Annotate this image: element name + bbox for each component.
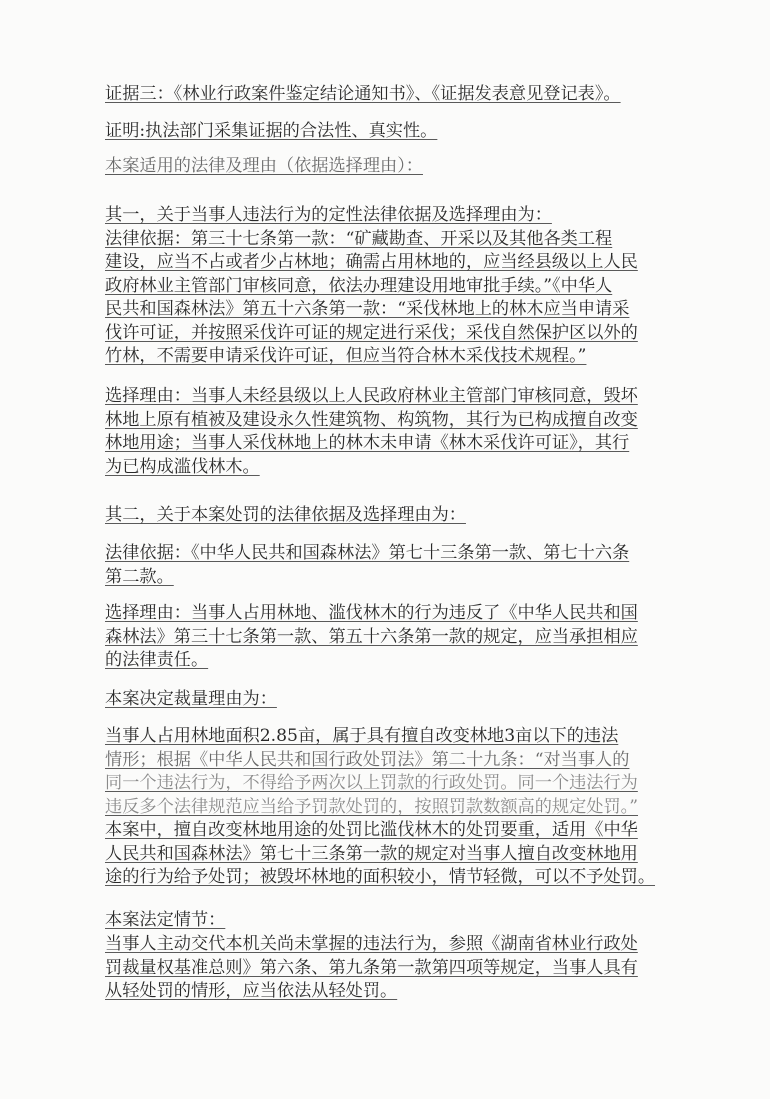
part2-reason-line: 的法律责任。 bbox=[105, 650, 209, 670]
discretion-line: 违反多个法律规范应当给予罚款处罚的，按照罚款数额高的规定处罚。” bbox=[105, 796, 639, 817]
part2-law-paragraph bbox=[105, 542, 629, 589]
part1-line: 政府林业主管部门审核同意，依法办理建设用地审批手续。”《中华人 bbox=[105, 275, 613, 296]
part1-line: 伐许可证，并按照采伐许可证的规定进行采伐；采伐自然保护区以外的 bbox=[105, 322, 638, 343]
reason1-line: 为已构成滥伐林木。 bbox=[105, 456, 260, 477]
part2-heading bbox=[105, 504, 466, 528]
proof-text: 证明:执法部门采集证据的合法性、真实性。 bbox=[105, 121, 438, 141]
discretion-line: 同一个违法行为，不得给予两次以上罚款的行政处罚。同一个违法行为 bbox=[105, 773, 638, 793]
part1-line: 法律依据：第三十七条第一款：“矿藏勘查、开采以及其他各类工程 bbox=[105, 228, 613, 249]
part2-law-line: 法律依据：《中华人民共和国森林法》第七十三条第一款、第七十六条 bbox=[105, 543, 630, 563]
discretion-line: 途的行为给予处罚；被毁坏林地的面积较小，情节轻微，可以不予处罚。 bbox=[105, 867, 656, 887]
discretion-line: 情形；根据《中华人民共和国行政处罚法》第二十九条：“对当事人的 bbox=[105, 749, 630, 770]
discretion-paragraph bbox=[105, 725, 655, 890]
part1-line: 民共和国森林法》第五十六条第一款：“采伐林地上的林木应当申请采 bbox=[105, 299, 630, 319]
part2-reason-line: 森林法》第三十七条第一款、第五十六条第一款的规定，应当承担相应 bbox=[105, 626, 638, 647]
part1-line: 竹林，不需要申请采伐许可证，但应当符合林木采伐技术规程。” bbox=[105, 346, 587, 366]
discretion-line: 当事人占用林地面积2.85亩，属于具有擅自改变林地3亩以下的违法 bbox=[105, 726, 619, 746]
evidence-3 bbox=[105, 83, 621, 107]
discretion-line: 本案中，擅自改变林地用途的处罚比滥伐林木的处罚要重，适用《中华 bbox=[105, 820, 638, 840]
part1-paragraph bbox=[105, 204, 638, 369]
discretion-line: 人民共和国森林法》第七十三条第一款的规定对当事人擅自改变林地用 bbox=[105, 843, 638, 864]
part2-reason-line: 选择理由：当事人占用林地、滥伐林木的行为违反了《中华人民共和国 bbox=[105, 603, 638, 623]
reason1-paragraph bbox=[105, 385, 638, 479]
circumstance-paragraph bbox=[105, 933, 638, 1004]
reason1-line: 选择理由：当事人未经县级以上人民政府林业主管部门审核同意，毁坏 bbox=[105, 386, 638, 406]
reason1-line: 林地用途；当事人采伐林地上的林木未申请《林木采伐许可证》，其行 bbox=[105, 433, 630, 453]
part1-line: 其一，关于当事人违法行为的定性法律依据及选择理由为： bbox=[105, 205, 552, 225]
part2-reason-paragraph bbox=[105, 602, 638, 673]
applicable-law-heading-text: 本案适用的法律及理由（依据选择理由）： bbox=[105, 156, 423, 176]
part1-line: 建设，应当不占或者少占林地；确需占用林地的，应当经县级以上人民 bbox=[105, 252, 638, 272]
discretion-heading-text: 本案决定裁量理由为： bbox=[105, 689, 277, 709]
circumstance-heading-text: 本案法定情节： bbox=[105, 910, 226, 930]
circumstance-line: 当事人主动交代本机关尚未掌握的违法行为，参照《湖南省林业行政处 bbox=[105, 934, 638, 954]
part2-heading-text: 其二，关于本案处罚的法律依据及选择理由为： bbox=[105, 505, 466, 525]
reason1-line: 林地上原有植被及建设永久性建筑物、构筑物，其行为已构成擅自改变 bbox=[105, 409, 638, 430]
circumstance-line: 罚裁量权基准总则》第六条、第九条第一款第四项等规定，当事人具有 bbox=[105, 957, 638, 978]
part2-law-line: 第二款。 bbox=[105, 566, 174, 587]
circumstance-line: 从轻处罚的情形，应当依法从轻处罚。 bbox=[105, 981, 398, 1001]
applicable-law-heading bbox=[105, 155, 423, 179]
circumstance-heading bbox=[105, 909, 225, 933]
discretion-heading bbox=[105, 688, 277, 712]
evidence-3-text: 证据三：《林业行政案件鉴定结论通知书》、《证据发表意见登记表》。 bbox=[105, 84, 621, 104]
proof-statement bbox=[105, 120, 437, 144]
